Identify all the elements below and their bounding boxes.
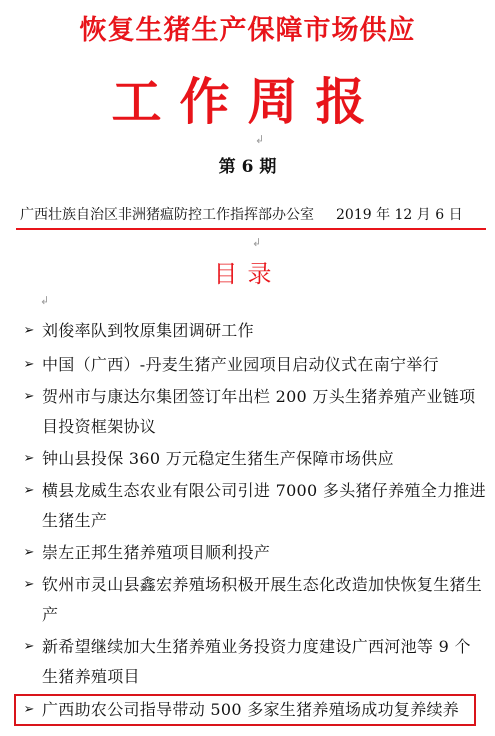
report-title-line1: 恢复生猪生产保障市场供应 xyxy=(79,15,416,46)
right-arrowhead-icon: ➢ xyxy=(23,577,35,592)
toc-item-text: 崇左正邦生猪养殖项目顺利投产 xyxy=(42,543,271,562)
toc-item-text: 广西助农公司指导带动 500 多家生猪养殖场成功复养续养 xyxy=(42,700,460,719)
toc-item-2[interactable] xyxy=(20,350,486,380)
toc-item-4[interactable] xyxy=(20,444,486,474)
right-arrowhead-icon: ➢ xyxy=(23,323,35,338)
right-arrowhead-icon: ➢ xyxy=(23,545,35,560)
red-divider-line xyxy=(16,228,486,230)
toc-item-5[interactable] xyxy=(20,476,486,536)
toc-item-text: 钦州市灵山县鑫宏养殖场积极开展生态化改造加快恢复生猪生产 xyxy=(42,575,483,624)
issue-date: 2019 年 12 月 6 日 xyxy=(336,207,463,223)
right-arrowhead-icon: ➢ xyxy=(23,451,35,466)
toc-item-9[interactable] xyxy=(20,695,486,725)
paragraph-mark-icon: ↲ xyxy=(255,133,265,146)
issue-number: 第 6 期 xyxy=(218,157,277,177)
right-arrowhead-icon: ➢ xyxy=(23,639,35,654)
toc-item-text: 横县龙威生态农业有限公司引进 7000 多头猪仔养殖全力推进生猪生产 xyxy=(42,481,486,530)
toc-item-text: 中国（广西）-丹麦生猪产业园项目启动仪式在南宁举行 xyxy=(42,355,439,374)
toc-item-8[interactable] xyxy=(20,632,486,692)
toc-item-7[interactable] xyxy=(20,570,486,630)
toc-item-text: 钟山县投保 360 万元稳定生猪生产保障市场供应 xyxy=(42,449,394,468)
paragraph-mark-icon: ↲ xyxy=(40,294,50,307)
toc-item-6[interactable] xyxy=(20,538,486,568)
toc-heading: 目录 xyxy=(213,260,282,288)
right-arrowhead-icon: ➢ xyxy=(23,702,35,717)
right-arrowhead-icon: ➢ xyxy=(23,389,35,404)
right-arrowhead-icon: ➢ xyxy=(23,483,35,498)
right-arrowhead-icon: ➢ xyxy=(23,357,35,372)
toc-item-text: 刘俊率队到牧原集团调研工作 xyxy=(42,321,254,340)
issuer-name: 广西壮族自治区非洲猪瘟防控工作指挥部办公室 xyxy=(20,207,314,223)
issuer-line xyxy=(20,204,463,224)
toc-item-1[interactable] xyxy=(20,316,486,346)
toc-item-3[interactable] xyxy=(20,382,486,442)
toc-item-text: 贺州市与康达尔集团签订年出栏 200 万头生猪养殖产业链项目投资框架协议 xyxy=(42,387,476,436)
paragraph-mark-icon: ↲ xyxy=(252,236,262,249)
report-title-line2: 工作周报 xyxy=(111,73,384,131)
toc-item-text: 新希望继续加大生猪养殖业务投资力度建设广西河池等 9 个生猪养殖项目 xyxy=(42,637,471,686)
